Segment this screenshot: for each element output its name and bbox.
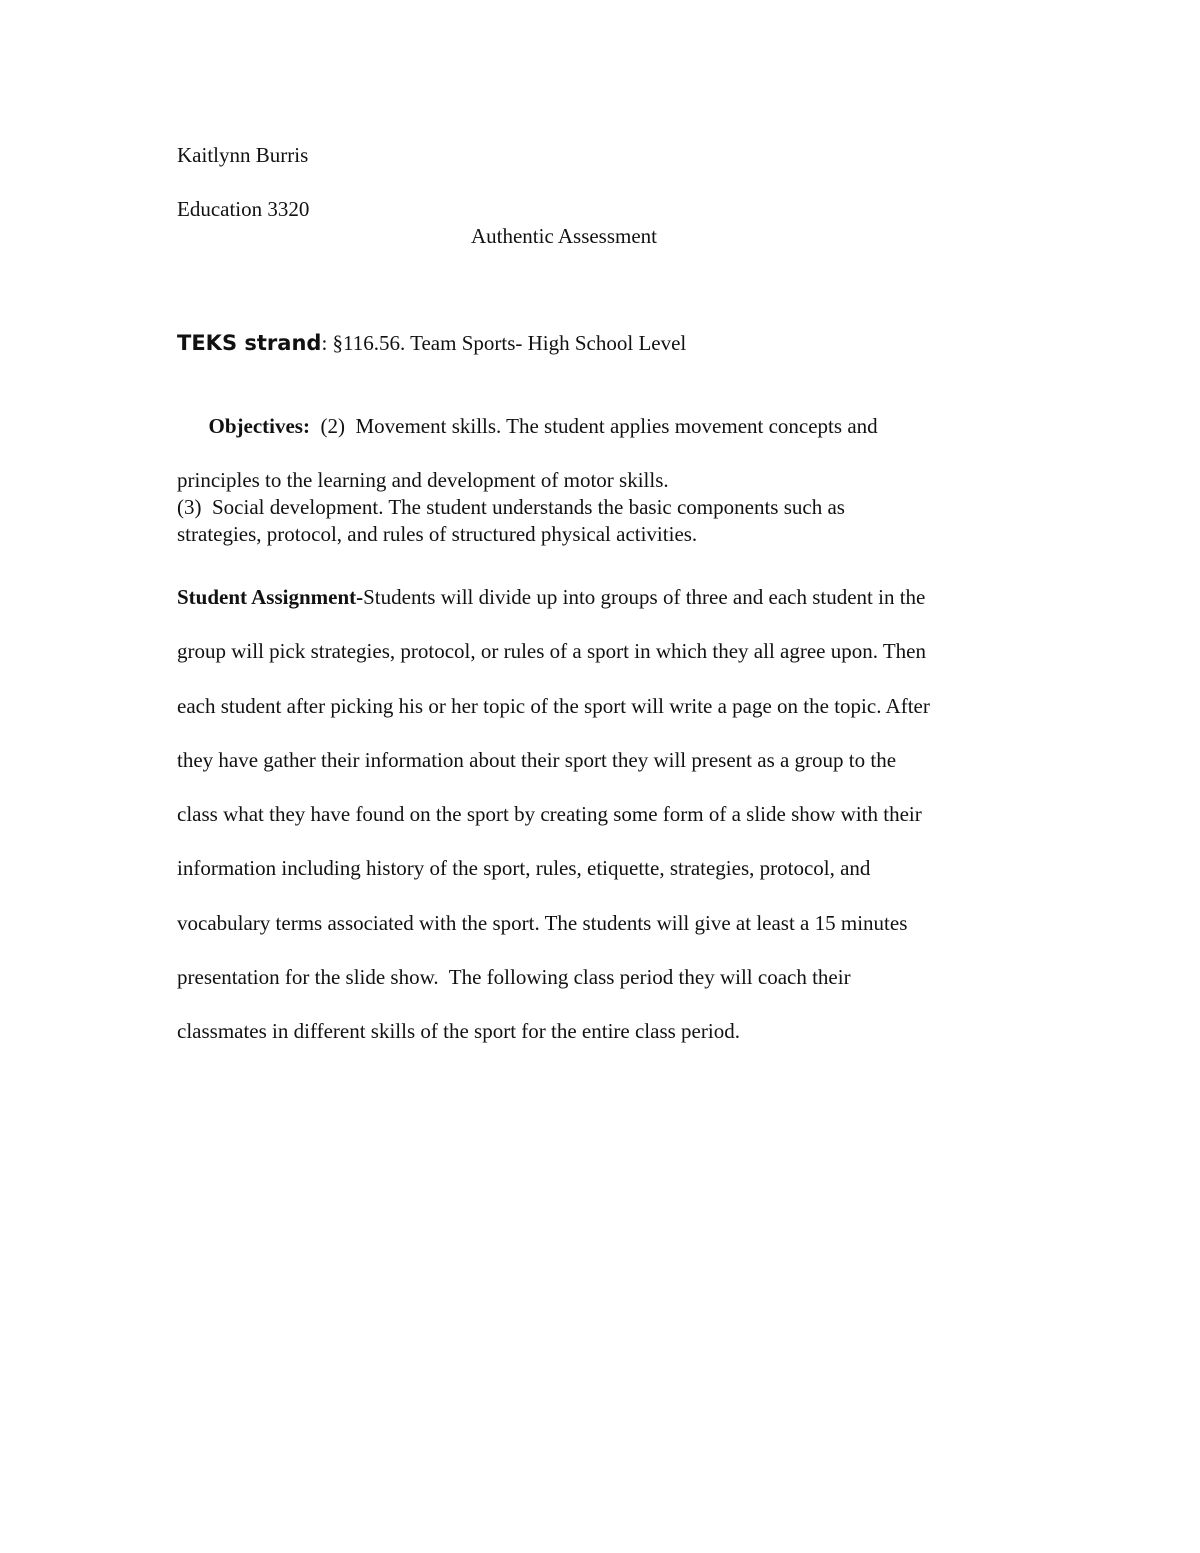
objectives-label: Objectives:	[208, 414, 310, 438]
assignment-line: class what they have found on the sport by creating some form of a slide show with their	[177, 802, 922, 827]
student-assignment-section	[177, 570, 1037, 1059]
course-name: Education 3320	[177, 197, 310, 221]
assignment-line: vocabulary terms associated with the sport. The students will give at least a 15 minutes	[177, 910, 908, 935]
document-title: Authentic Assessment	[470, 224, 658, 248]
objectives-line: principles to the learning and development of motor skills.	[177, 468, 669, 492]
objectives-line: (3) Social development. The student understands the basic components such as	[177, 495, 845, 519]
author-name: Kaitlynn Burris	[177, 143, 309, 167]
objectives-line	[177, 386, 967, 467]
assignment-line: information including history of the sport, rules, etiquette, strategies, protocol, and	[177, 856, 871, 881]
objectives-section	[177, 386, 967, 548]
objectives-text: (2) Movement skills. The student applies movement concepts and	[309, 414, 878, 438]
assignment-line: classmates in different skills of the sport for the entire class period.	[177, 1019, 740, 1044]
teks-strand-label: TEKS strand	[177, 331, 322, 355]
assignment-line: presentation for the slide show. The following class period they will coach their	[177, 965, 851, 990]
assignment-label: Student Assignment-	[177, 585, 364, 609]
teks-strand	[177, 331, 686, 356]
assignment-line: they have gather their information about their sport they will present as a group to the	[177, 747, 897, 772]
teks-strand-text: : §116.56. Team Sports- High School Level	[321, 331, 687, 355]
assignment-line: each student after picking his or her topic of the sport will write a page on the topic. After	[177, 693, 930, 718]
assignment-line	[177, 570, 1037, 624]
objectives-line: strategies, protocol, and rules of structured physical activities.	[177, 522, 698, 546]
assignment-text: Students will divide up into groups of three and each student in the	[363, 585, 926, 609]
assignment-line: group will pick strategies, protocol, or rules of a sport in which they all agree upon. Then	[177, 639, 927, 664]
